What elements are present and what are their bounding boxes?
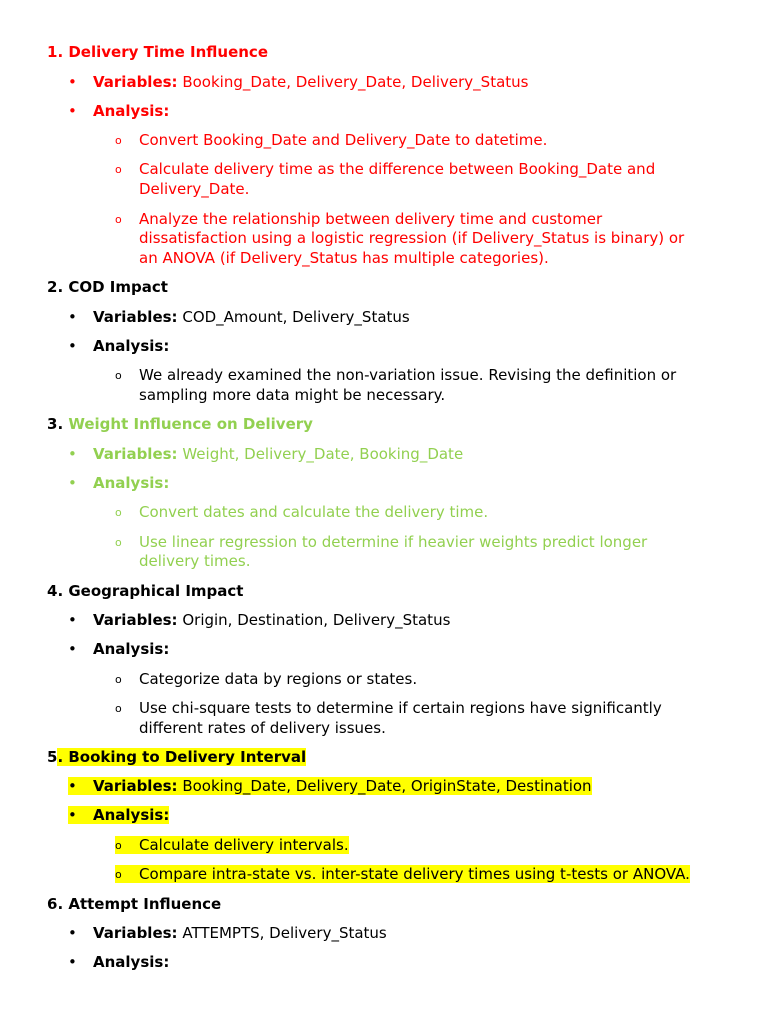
section-1-heading: 1. Delivery Time Influence: [47, 43, 268, 61]
section-2-analysis: • Analysis:: [68, 337, 170, 355]
section-5-point-2: o Compare intra-state vs. inter-state delivery times using t-tests or ANOVA.: [115, 865, 690, 883]
section-5-variables: • Variables: Booking_Date, Delivery_Date, OriginState, Destination: [68, 777, 592, 795]
circle-bullet-icon: o: [115, 134, 122, 147]
section-2-variables: • Variables: COD_Amount, Delivery_Status: [68, 308, 410, 326]
section-1-point-3-cont2: an ANOVA (if Delivery_Status has multiple categories).: [139, 249, 549, 267]
section-4-analysis: • Analysis:: [68, 640, 170, 658]
section-1-analysis: • Analysis:: [68, 102, 170, 120]
circle-bullet-icon: o: [115, 213, 122, 226]
section-1-variables: • Variables: Booking_Date, Delivery_Date, Delivery_Status: [68, 73, 529, 91]
section-3-point-2-cont: delivery times.: [139, 552, 251, 570]
section-4-variables: • Variables: Origin, Destination, Delivery_Status: [68, 611, 451, 629]
section-1-point-3: o Analyze the relationship between delivery time and customer: [115, 210, 603, 228]
circle-bullet-icon: o: [115, 506, 122, 519]
section-3-point-2: o Use linear regression to determine if heavier weights predict longer: [115, 533, 648, 551]
bullet-icon: •: [68, 308, 77, 326]
section-3-point-1: o Convert dates and calculate the delivery time.: [115, 503, 489, 521]
bullet-icon: •: [68, 337, 77, 355]
circle-bullet-icon: o: [115, 163, 122, 176]
section-3-heading: 3. Weight Influence on Delivery: [47, 415, 313, 433]
section-2-point-1: o We already examined the non-variation issue. Revising the definition or: [115, 366, 677, 384]
section-1-point-2: o Calculate delivery time as the difference between Booking_Date and: [115, 160, 656, 178]
bullet-icon: •: [68, 777, 77, 795]
section-1-point-1: o Convert Booking_Date and Delivery_Date to datetime.: [115, 131, 548, 149]
section-3-variables: • Variables: Weight, Delivery_Date, Booking_Date: [68, 445, 464, 463]
section-6-variables: • Variables: ATTEMPTS, Delivery_Status: [68, 924, 387, 942]
bullet-icon: •: [68, 102, 77, 120]
bullet-icon: •: [68, 73, 77, 91]
section-3-analysis: • Analysis:: [68, 474, 170, 492]
bullet-icon: •: [68, 474, 77, 492]
section-4-point-2-cont: different rates of delivery issues.: [139, 719, 386, 737]
circle-bullet-icon: o: [115, 702, 122, 715]
bullet-icon: •: [68, 640, 77, 658]
circle-bullet-icon: o: [115, 839, 122, 852]
bullet-icon: •: [68, 806, 77, 824]
circle-bullet-icon: o: [115, 868, 122, 881]
section-5-point-1: o Calculate delivery intervals.: [115, 836, 349, 854]
bullet-icon: •: [68, 611, 77, 629]
section-2-heading: 2. COD Impact: [47, 278, 168, 296]
circle-bullet-icon: o: [115, 369, 122, 382]
section-5-heading: 5. Booking to Delivery Interval: [47, 748, 307, 766]
section-6-analysis: • Analysis:: [68, 953, 170, 971]
section-6-heading: 6. Attempt Influence: [47, 895, 222, 913]
bullet-icon: •: [68, 924, 77, 942]
section-4-point-2: o Use chi-square tests to determine if certain regions have significantly: [115, 699, 662, 717]
circle-bullet-icon: o: [115, 673, 122, 686]
section-4-heading: 4. Geographical Impact: [47, 582, 244, 600]
section-5-analysis: • Analysis:: [68, 806, 170, 824]
circle-bullet-icon: o: [115, 536, 122, 549]
section-1-point-3-cont1: dissatisfaction using a logistic regression (if Delivery_Status is binary) or: [139, 229, 685, 247]
section-4-point-1: o Categorize data by regions or states.: [115, 670, 418, 688]
bullet-icon: •: [68, 445, 77, 463]
bullet-icon: •: [68, 953, 77, 971]
section-1-point-2-cont: Delivery_Date.: [139, 180, 250, 198]
section-2-point-1-cont: sampling more data might be necessary.: [139, 386, 446, 404]
